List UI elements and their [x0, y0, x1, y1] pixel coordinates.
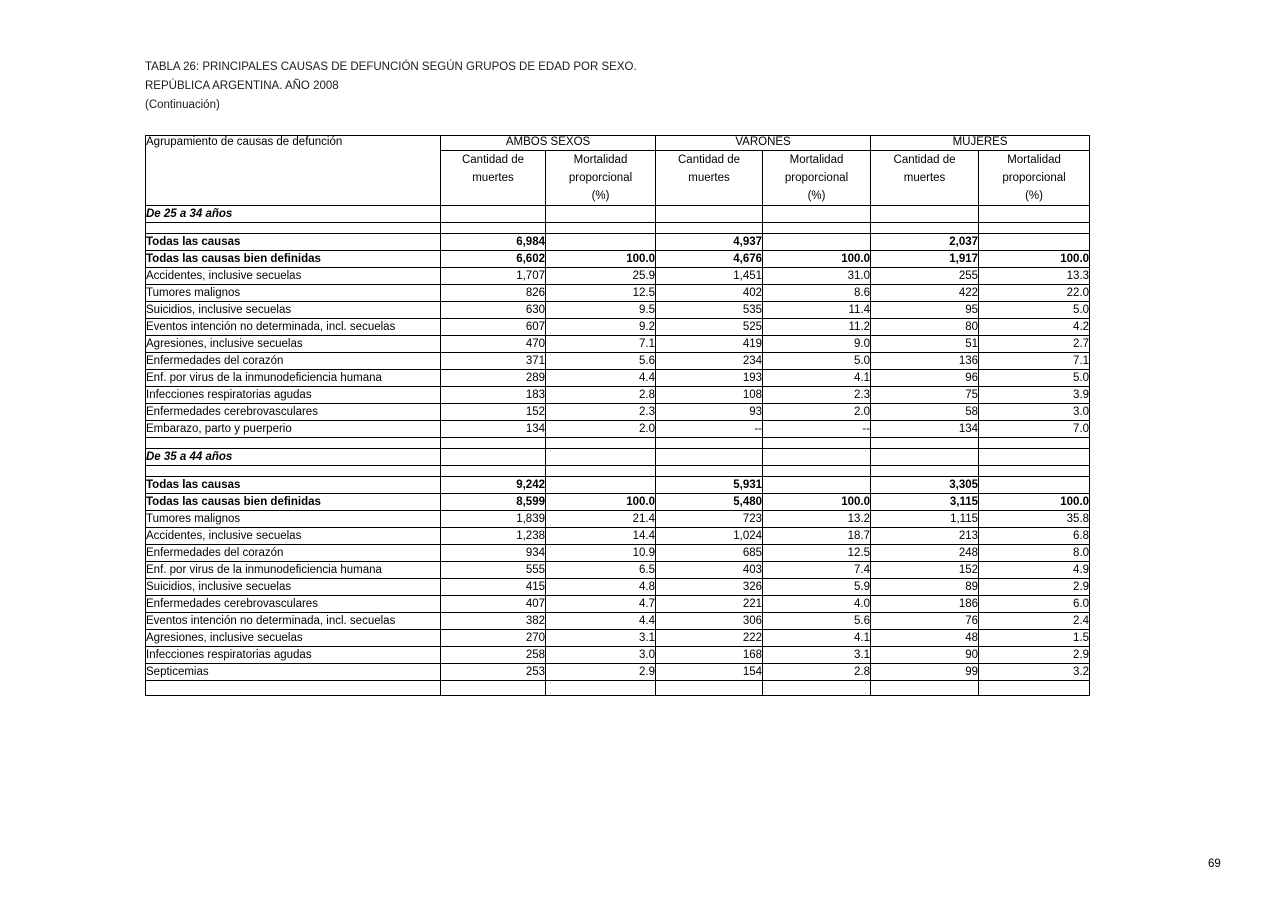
spacer-cell — [546, 438, 656, 449]
row-value: 96 — [871, 370, 979, 387]
spacer-cell — [871, 466, 979, 477]
title-line-2: REPÚBLICA ARGENTINA. AÑO 2008 — [145, 80, 339, 92]
row-label: Infecciones respiratorias agudas — [146, 647, 441, 664]
row-value: 51 — [871, 336, 979, 353]
row-value: 183 — [441, 387, 546, 404]
row-value: 108 — [656, 387, 763, 404]
row-value: 100.0 — [546, 251, 656, 268]
row-value: 13.3 — [979, 268, 1090, 285]
row-value: 21.4 — [546, 511, 656, 528]
row-value: 1,238 — [441, 528, 546, 545]
row-value: 934 — [441, 545, 546, 562]
column-header-mujeres-mortalidad — [979, 151, 1090, 206]
row-value: 9.5 — [546, 302, 656, 319]
spacer-cell — [146, 438, 441, 449]
row-value: 9,242 — [441, 477, 546, 494]
table-row — [146, 647, 1090, 664]
row-value: 152 — [441, 404, 546, 421]
spacer-row — [146, 466, 1090, 477]
spacer-cell — [546, 466, 656, 477]
table-row — [146, 630, 1090, 647]
row-value: 6.0 — [979, 596, 1090, 613]
table-row — [146, 613, 1090, 630]
row-value: 5.0 — [763, 353, 871, 370]
row-label: Enfermedades cerebrovasculares — [146, 404, 441, 421]
row-label: De 25 a 34 años — [146, 206, 441, 223]
row-value: 136 — [871, 353, 979, 370]
row-value: 4.1 — [763, 630, 871, 647]
row-value: 415 — [441, 579, 546, 596]
column-header-ambos-cantidad — [441, 151, 546, 206]
row-value: 8.6 — [763, 285, 871, 302]
row-value: 4,937 — [656, 234, 763, 251]
row-value: 213 — [871, 528, 979, 545]
row-value: 154 — [656, 664, 763, 681]
group-header-ambos-sexos: AMBOS SEXOS — [441, 136, 656, 151]
row-value: 4,676 — [656, 251, 763, 268]
row-value: 2.8 — [763, 664, 871, 681]
row-value: 234 — [656, 353, 763, 370]
causes-of-death-table — [145, 135, 1090, 696]
row-value: 3.0 — [979, 404, 1090, 421]
row-value: 555 — [441, 562, 546, 579]
row-value: 403 — [656, 562, 763, 579]
row-value: 7.4 — [763, 562, 871, 579]
table-row — [146, 511, 1090, 528]
row-value: 289 — [441, 370, 546, 387]
row-value: 89 — [871, 579, 979, 596]
row-value: 5.9 — [763, 579, 871, 596]
row-value: 12.5 — [546, 285, 656, 302]
row-value: 90 — [871, 647, 979, 664]
row-value: 3,305 — [871, 477, 979, 494]
row-value: 535 — [656, 302, 763, 319]
row-value: 35.8 — [979, 511, 1090, 528]
spacer-cell — [656, 223, 763, 234]
row-value: 3.2 — [979, 664, 1090, 681]
row-value — [546, 449, 656, 466]
col-head-line2: proporcional — [784, 172, 849, 184]
row-value: 630 — [441, 302, 546, 319]
bottom-pad-cell — [146, 681, 441, 696]
row-value: 4.1 — [763, 370, 871, 387]
spacer-cell — [146, 466, 441, 477]
row-value: 6,602 — [441, 251, 546, 268]
row-value — [656, 206, 763, 223]
table-row — [146, 285, 1090, 302]
row-value: 3.1 — [763, 647, 871, 664]
row-value: 685 — [656, 545, 763, 562]
table-row — [146, 421, 1090, 438]
row-value: 258 — [441, 647, 546, 664]
row-value: 12.5 — [763, 545, 871, 562]
row-value: 222 — [656, 630, 763, 647]
row-value: 826 — [441, 285, 546, 302]
table-row — [146, 477, 1090, 494]
table-row — [146, 234, 1090, 251]
row-value: 18.7 — [763, 528, 871, 545]
table-body — [146, 206, 1090, 696]
row-value: 607 — [441, 319, 546, 336]
spacer-row — [146, 223, 1090, 234]
row-value: 13.2 — [763, 511, 871, 528]
table-row — [146, 545, 1090, 562]
row-value: 2.0 — [763, 404, 871, 421]
table-row — [146, 494, 1090, 511]
row-value: 4.7 — [546, 596, 656, 613]
group-header-mujeres: MUJERES — [871, 136, 1090, 151]
col-head-line2: proporcional — [568, 172, 633, 184]
row-value: 382 — [441, 613, 546, 630]
table-row — [146, 319, 1090, 336]
column-header-mujeres-cantidad — [871, 151, 979, 206]
row-label: Tumores malignos — [146, 511, 441, 528]
row-value: 4.4 — [546, 613, 656, 630]
row-value: 407 — [441, 596, 546, 613]
row-value — [763, 449, 871, 466]
row-value: 723 — [656, 511, 763, 528]
row-value — [871, 449, 979, 466]
row-value — [763, 206, 871, 223]
spacer-cell — [979, 438, 1090, 449]
row-value: 25.9 — [546, 268, 656, 285]
row-value: 5.6 — [546, 353, 656, 370]
row-value — [441, 449, 546, 466]
title-line-3: (Continuación) — [145, 99, 220, 111]
row-label: Todas las causas — [146, 234, 441, 251]
table-head — [146, 136, 1090, 206]
row-value: 9.2 — [546, 319, 656, 336]
row-value: 76 — [871, 613, 979, 630]
section-title-row — [146, 449, 1090, 466]
row-label: Todas las causas bien definidas — [146, 251, 441, 268]
page-number: 69 — [1208, 858, 1221, 870]
spacer-cell — [763, 438, 871, 449]
row-value — [546, 234, 656, 251]
spacer-cell — [656, 438, 763, 449]
bottom-pad-cell — [763, 681, 871, 696]
col-head-line1: Cantidad de — [461, 154, 525, 166]
row-label: Infecciones respiratorias agudas — [146, 387, 441, 404]
row-value: 100.0 — [763, 251, 871, 268]
row-label: Suicidios, inclusive secuelas — [146, 302, 441, 319]
row-label: Accidentes, inclusive secuelas — [146, 528, 441, 545]
table-row — [146, 268, 1090, 285]
row-value: 4.8 — [546, 579, 656, 596]
table-row — [146, 596, 1090, 613]
row-value: 7.1 — [546, 336, 656, 353]
row-value: 255 — [871, 268, 979, 285]
row-value: 221 — [656, 596, 763, 613]
spacer-cell — [979, 466, 1090, 477]
row-value: 2.3 — [546, 404, 656, 421]
row-value: 1,707 — [441, 268, 546, 285]
row-value: 100.0 — [546, 494, 656, 511]
row-value: 422 — [871, 285, 979, 302]
spacer-cell — [546, 223, 656, 234]
table-row — [146, 664, 1090, 681]
table-title-block — [145, 58, 1089, 115]
row-value: 525 — [656, 319, 763, 336]
spacer-cell — [146, 223, 441, 234]
row-value: 4.2 — [979, 319, 1090, 336]
table-row — [146, 579, 1090, 596]
row-value: 3,115 — [871, 494, 979, 511]
row-value: 5.0 — [979, 370, 1090, 387]
row-value: 1,451 — [656, 268, 763, 285]
row-value: 8,599 — [441, 494, 546, 511]
table-row — [146, 251, 1090, 268]
spacer-cell — [763, 223, 871, 234]
spacer-cell — [871, 438, 979, 449]
table-row — [146, 562, 1090, 579]
row-value — [546, 477, 656, 494]
row-value: 3.0 — [546, 647, 656, 664]
table-row — [146, 370, 1090, 387]
row-value: 402 — [656, 285, 763, 302]
column-header-varones-cantidad — [656, 151, 763, 206]
row-label: Enfermedades cerebrovasculares — [146, 596, 441, 613]
row-label: Septicemias — [146, 664, 441, 681]
table-row — [146, 353, 1090, 370]
row-value: 10.9 — [546, 545, 656, 562]
row-value: 6.8 — [979, 528, 1090, 545]
row-value: 22.0 — [979, 285, 1090, 302]
row-value: 6.5 — [546, 562, 656, 579]
table-row — [146, 404, 1090, 421]
col-head-line2: proporcional — [1002, 172, 1066, 184]
bottom-pad-cell — [871, 681, 979, 696]
row-value: 193 — [656, 370, 763, 387]
row-value: 1,024 — [656, 528, 763, 545]
row-value: 2,037 — [871, 234, 979, 251]
row-value: 2.0 — [546, 421, 656, 438]
table-row — [146, 302, 1090, 319]
row-value: 100.0 — [763, 494, 871, 511]
row-value: 270 — [441, 630, 546, 647]
row-value — [546, 206, 656, 223]
row-value: 168 — [656, 647, 763, 664]
row-value: 248 — [871, 545, 979, 562]
row-value: 134 — [871, 421, 979, 438]
row-value: 11.2 — [763, 319, 871, 336]
row-value: 2.9 — [546, 664, 656, 681]
row-value: 2.9 — [979, 579, 1090, 596]
row-label: Enf. por virus de la inmunodeficiencia humana — [146, 370, 441, 387]
group-header-varones: VARONES — [656, 136, 871, 151]
row-value: 5,931 — [656, 477, 763, 494]
row-value: 371 — [441, 353, 546, 370]
row-value — [763, 234, 871, 251]
col-head-line1: Mortalidad — [573, 154, 628, 166]
row-value: 7.0 — [979, 421, 1090, 438]
row-value: 1,839 — [441, 511, 546, 528]
stub-header: Agrupamiento de causas de defunción — [146, 136, 441, 206]
row-label: Agresiones, inclusive secuelas — [146, 336, 441, 353]
row-value: 2.7 — [979, 336, 1090, 353]
row-value: 152 — [871, 562, 979, 579]
row-value: 100.0 — [979, 494, 1090, 511]
row-label: Enfermedades del corazón — [146, 545, 441, 562]
col-head-line3: (%) — [1025, 190, 1043, 202]
row-label: Eventos intención no determinada, incl. secuelas — [146, 319, 441, 336]
row-value: -- — [656, 421, 763, 438]
row-label: Todas las causas — [146, 477, 441, 494]
bottom-pad-row — [146, 681, 1090, 696]
row-value: 4.9 — [979, 562, 1090, 579]
col-head-line3: (%) — [591, 190, 610, 202]
row-value: 5.0 — [979, 302, 1090, 319]
row-value: 9.0 — [763, 336, 871, 353]
spacer-cell — [979, 223, 1090, 234]
row-label: Accidentes, inclusive secuelas — [146, 268, 441, 285]
spacer-cell — [441, 438, 546, 449]
row-value — [979, 206, 1090, 223]
row-value: 6,984 — [441, 234, 546, 251]
row-value: 253 — [441, 664, 546, 681]
row-value — [656, 449, 763, 466]
row-label: Enfermedades del corazón — [146, 353, 441, 370]
row-value: 100.0 — [979, 251, 1090, 268]
spacer-row — [146, 438, 1090, 449]
bottom-pad-cell — [441, 681, 546, 696]
table-row — [146, 336, 1090, 353]
row-value: 48 — [871, 630, 979, 647]
row-value: 2.4 — [979, 613, 1090, 630]
col-head-line1: Cantidad de — [678, 154, 741, 166]
row-value — [979, 477, 1090, 494]
row-value: 8.0 — [979, 545, 1090, 562]
column-header-varones-mortalidad — [763, 151, 871, 206]
table-row — [146, 387, 1090, 404]
col-head-line1: Mortalidad — [789, 154, 844, 166]
column-header-ambos-mortalidad — [546, 151, 656, 206]
row-value: 11.4 — [763, 302, 871, 319]
bottom-pad-cell — [979, 681, 1090, 696]
row-value: 4.4 — [546, 370, 656, 387]
row-label: Agresiones, inclusive secuelas — [146, 630, 441, 647]
row-label: Tumores malignos — [146, 285, 441, 302]
row-value: 186 — [871, 596, 979, 613]
table-row — [146, 528, 1090, 545]
row-value: 99 — [871, 664, 979, 681]
row-value: 75 — [871, 387, 979, 404]
row-value: 7.1 — [979, 353, 1090, 370]
section-title-row — [146, 206, 1090, 223]
row-label: Eventos intención no determinada, incl. secuelas — [146, 613, 441, 630]
row-value: 95 — [871, 302, 979, 319]
col-head-line2: muertes — [688, 172, 730, 184]
row-value — [441, 206, 546, 223]
row-value: 1.5 — [979, 630, 1090, 647]
row-value: 2.8 — [546, 387, 656, 404]
row-value: 2.9 — [979, 647, 1090, 664]
row-value: 134 — [441, 421, 546, 438]
row-value: 5.6 — [763, 613, 871, 630]
row-value: -- — [763, 421, 871, 438]
row-value: 419 — [656, 336, 763, 353]
row-label: Suicidios, inclusive secuelas — [146, 579, 441, 596]
row-value: 31.0 — [763, 268, 871, 285]
spacer-cell — [441, 466, 546, 477]
row-value — [871, 206, 979, 223]
row-value: 80 — [871, 319, 979, 336]
row-value: 1,115 — [871, 511, 979, 528]
row-value: 14.4 — [546, 528, 656, 545]
row-value — [763, 477, 871, 494]
spacer-cell — [871, 223, 979, 234]
row-label: Embarazo, parto y puerperio — [146, 421, 441, 438]
col-head-line3: (%) — [807, 190, 826, 202]
row-value: 1,917 — [871, 251, 979, 268]
spacer-cell — [441, 223, 546, 234]
row-label: Enf. por virus de la inmunodeficiencia humana — [146, 562, 441, 579]
group-header-row — [146, 136, 1090, 151]
bottom-pad-cell — [656, 681, 763, 696]
row-value: 3.9 — [979, 387, 1090, 404]
bottom-pad-cell — [546, 681, 656, 696]
col-head-line2: muertes — [903, 172, 946, 184]
row-value: 470 — [441, 336, 546, 353]
title-line-1: TABLA 26: PRINCIPALES CAUSAS DE DEFUNCIÓN SEGÚN GRUPOS DE EDAD POR SEXO. — [145, 61, 637, 73]
row-value: 5,480 — [656, 494, 763, 511]
row-value — [979, 234, 1090, 251]
spacer-cell — [763, 466, 871, 477]
row-value: 3.1 — [546, 630, 656, 647]
document-page — [145, 58, 1221, 870]
row-value: 326 — [656, 579, 763, 596]
row-label: Todas las causas bien definidas — [146, 494, 441, 511]
row-value: 2.3 — [763, 387, 871, 404]
row-value: 306 — [656, 613, 763, 630]
row-value: 58 — [871, 404, 979, 421]
col-head-line2: muertes — [472, 172, 514, 184]
spacer-cell — [656, 466, 763, 477]
row-label: De 35 a 44 años — [146, 449, 441, 466]
row-value: 93 — [656, 404, 763, 421]
col-head-line1: Mortalidad — [1007, 154, 1061, 166]
col-head-line1: Cantidad de — [893, 154, 956, 166]
row-value: 4.0 — [763, 596, 871, 613]
row-value — [979, 449, 1090, 466]
